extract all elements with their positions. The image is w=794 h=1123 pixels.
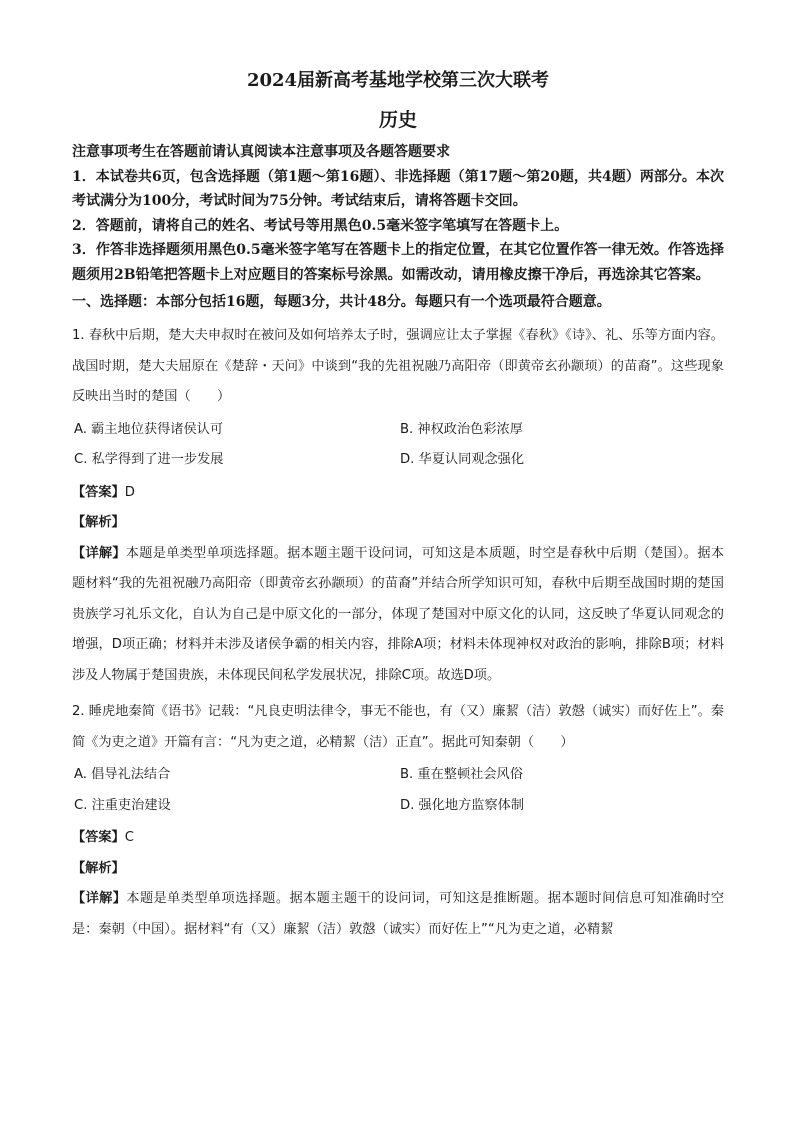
notice-item: 1．本试卷共6页，包含选择题（第1题～第16题）、非选择题（第17题～第20题，共4题）两部分。本次考试满分为100分，考试时间为75分钟。考试结束后，请将答题卡交回。 [72, 168, 724, 209]
notice-item: 2．答题前，请将自己的姓名、考试号等用黑色0.5毫米签字笔填写在答题卡上。 [72, 217, 569, 234]
analysis-line [72, 508, 724, 539]
exam-title: 2024届新高考基地学校第三次大联考 [246, 70, 550, 91]
question-1 [72, 321, 724, 691]
detail-paragraph [72, 539, 724, 692]
analysis-line [72, 854, 724, 885]
option-b: B. 重在整顿社会风俗 [400, 767, 523, 782]
detail-text: 本题是单类型单项选择题。据本题主题干的设问词，可知这是推断题。据本题时间信息可知准确时空是：秦朝（中国）。据材料“有（又）廉絜（洁）敦慤（诚实）而好佐上”“凡为吏之道，必精絜 [72, 891, 725, 937]
answer-value: D [124, 484, 135, 500]
question-stem: 1. 春秋中后期，楚大夫申叔时在被问及如何培养太子时，强调应让太子掌握《春秋》《诗》、礼、乐等方面内容。战国时期，楚大夫屈原在《楚辞・天问》中谈到“我的先祖祝融乃高阳帝（即黄帝玄孙颛顼）的苗裔”。这些现象反映出当时的楚国（ ） [72, 328, 724, 404]
detail-paragraph [72, 884, 724, 945]
question-stem: 2. 睡虎地秦简《语书》记载：“凡良吏明法律令，事无不能也，有（又）廉絜（洁）敦慤（诚实）而好佐上”。秦简《为吏之道》开篇有言：“凡为吏之道，必精絜（洁）正直”。据此可知秦朝（ ） [72, 704, 724, 750]
option-a: A. 倡导礼法结合 [74, 767, 171, 782]
notice-item: 3．作答非选择题须用黑色0.5毫米签字笔写在答题卡上的指定位置，在其它位置作答一律无效。作答选择题须用2B铅笔把答题卡上对应题目的答案标号涂黑。如需改动，请用橡皮擦干净后，再选涂其它答案。 [72, 242, 724, 283]
detail-tag: 【详解】 [72, 891, 127, 906]
notice-heading: 注意事项考生在答题前请认真阅读本注意事项及各题答题要求 [72, 144, 450, 160]
analysis-tag: 【解析】 [72, 515, 125, 530]
exam-page [72, 68, 724, 945]
question-2 [72, 697, 724, 945]
answer-line [72, 478, 724, 509]
option-a: A. 霸主地位获得诸侯认可 [74, 421, 224, 437]
detail-tag: 【详解】 [72, 545, 126, 561]
answer-value: C [124, 830, 134, 845]
notice-block [72, 140, 724, 287]
option-d: D. 强化地方监察体制 [400, 797, 525, 813]
option-c: C. 私学得到了进一步发展 [74, 452, 224, 467]
answer-tag: 【答案】 [72, 484, 125, 500]
section-heading: 一、选择题：本部分包括16题，每题3分，共计48分。每题只有一个选项最符合题意。 [72, 294, 611, 310]
answer-tag: 【答案】 [72, 830, 125, 845]
subject-title: 历史 [378, 109, 417, 131]
option-list [72, 760, 724, 821]
option-b: B. 神权政治色彩浓厚 [400, 421, 523, 437]
detail-text: 本题是单类型单项选择题。据本题主题干设问词，可知这是本质题，时空是春秋中后期（楚国）。据本题材料“我的先祖祝融乃高阳帝（即黄帝玄孙颛顼）的苗裔”并结合所学知识可知，春秋中后期至战国时期的楚国贵族学习礼乐文化，自认为自己是中原文化的一部分，体现了楚国对中原文化的认同，这反映了华夏认同观念的增强，D项正确；材料并未涉及诸侯争霸的相关内容，排除A项；材料未体现神权对政治的影响，排除B项；材料涉及人物属于楚国贵族，未体现民间私学发展状况，排除C项。故选D项。 [72, 545, 725, 683]
option-list [72, 415, 724, 476]
option-d: D. 华夏认同观念强化 [400, 452, 525, 467]
analysis-tag: 【解析】 [72, 860, 125, 876]
option-c: C. 注重吏治建设 [74, 797, 171, 813]
answer-line [72, 823, 724, 854]
